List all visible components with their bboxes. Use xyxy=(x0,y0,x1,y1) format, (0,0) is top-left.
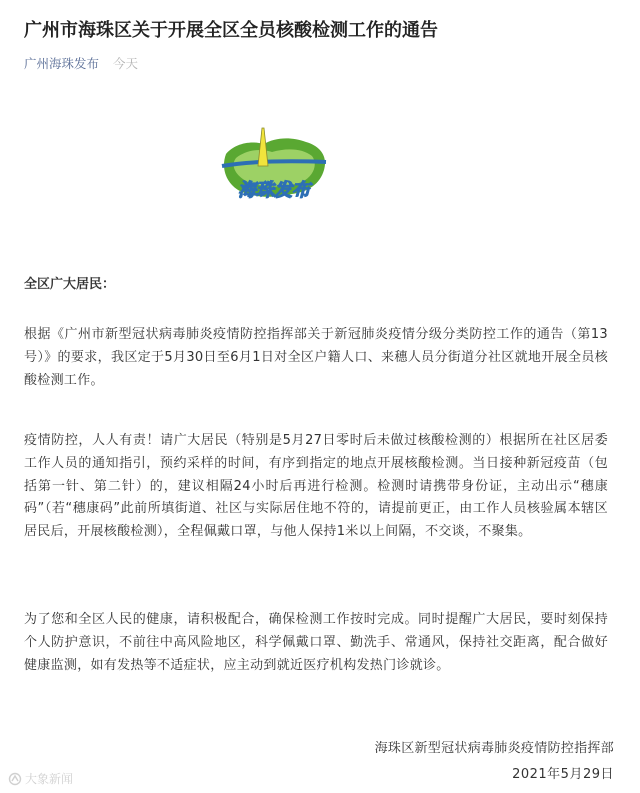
greeting: 全区广大居民： xyxy=(24,277,116,292)
logo-text: 海珠发布 xyxy=(238,180,310,201)
haizhu-fabu-logo-image xyxy=(216,126,332,216)
paragraph-1: 根据《广州市新型冠状病毒肺炎疫情防控指挥部关于新冠肺炎疫情分级分类防控工作的通告（第13号）》的要求，我区定于5月30日至6月1日对全区户籍人口、来穗人员分街道分社区就地开展全员核酸检测工作。 xyxy=(24,327,608,388)
watermark xyxy=(8,770,73,788)
article-title: 广州市海珠区关于开展全区全员核酸检测工作的通告 xyxy=(24,20,438,41)
source-account-link[interactable]: 广州海珠发布 xyxy=(24,56,100,71)
publish-date: 今天 xyxy=(113,56,139,71)
signature-date: 2021年5月29日 xyxy=(512,767,614,782)
signature-organization: 海珠区新型冠状病毒肺炎疫情防控指挥部 xyxy=(374,741,614,756)
paragraph-2: 疫情防控，人人有责！请广大居民（特别是5月27日零时后未做过核酸检测的）根据所在社区居委工作人员的通知指引，预约采样的时间，有序到指定的地点开展核酸检测。当日接种新冠疫苗（包括第一针、第二针）的，建议相隔24小时后再进行检测。检测时请携带身份证，主动出示“穗康码”（若“穗康码”此前所填街道、社区与实际居住地不符的，请提前更正，由工作人员核验属本辖区居民后，开展核酸检测），全程佩戴口罩，与他人保持1米以上间隔，不交谈，不聚集。 xyxy=(24,433,608,540)
article-meta xyxy=(24,55,138,73)
watermark-text: 大象新闻 xyxy=(25,772,74,786)
watermark-logo-icon xyxy=(8,772,22,786)
paragraph-3: 为了您和全区人民的健康，请积极配合，确保检测工作按时完成。同时提醒广大居民，要时刻保持个人防护意识，不前往中高风险地区，科学佩戴口罩、勤洗手、常通风，保持社交距离，配合做好健康监测，如有发热等不适症状，应主动到就近医疗机构发热门诊就诊。 xyxy=(24,612,608,673)
